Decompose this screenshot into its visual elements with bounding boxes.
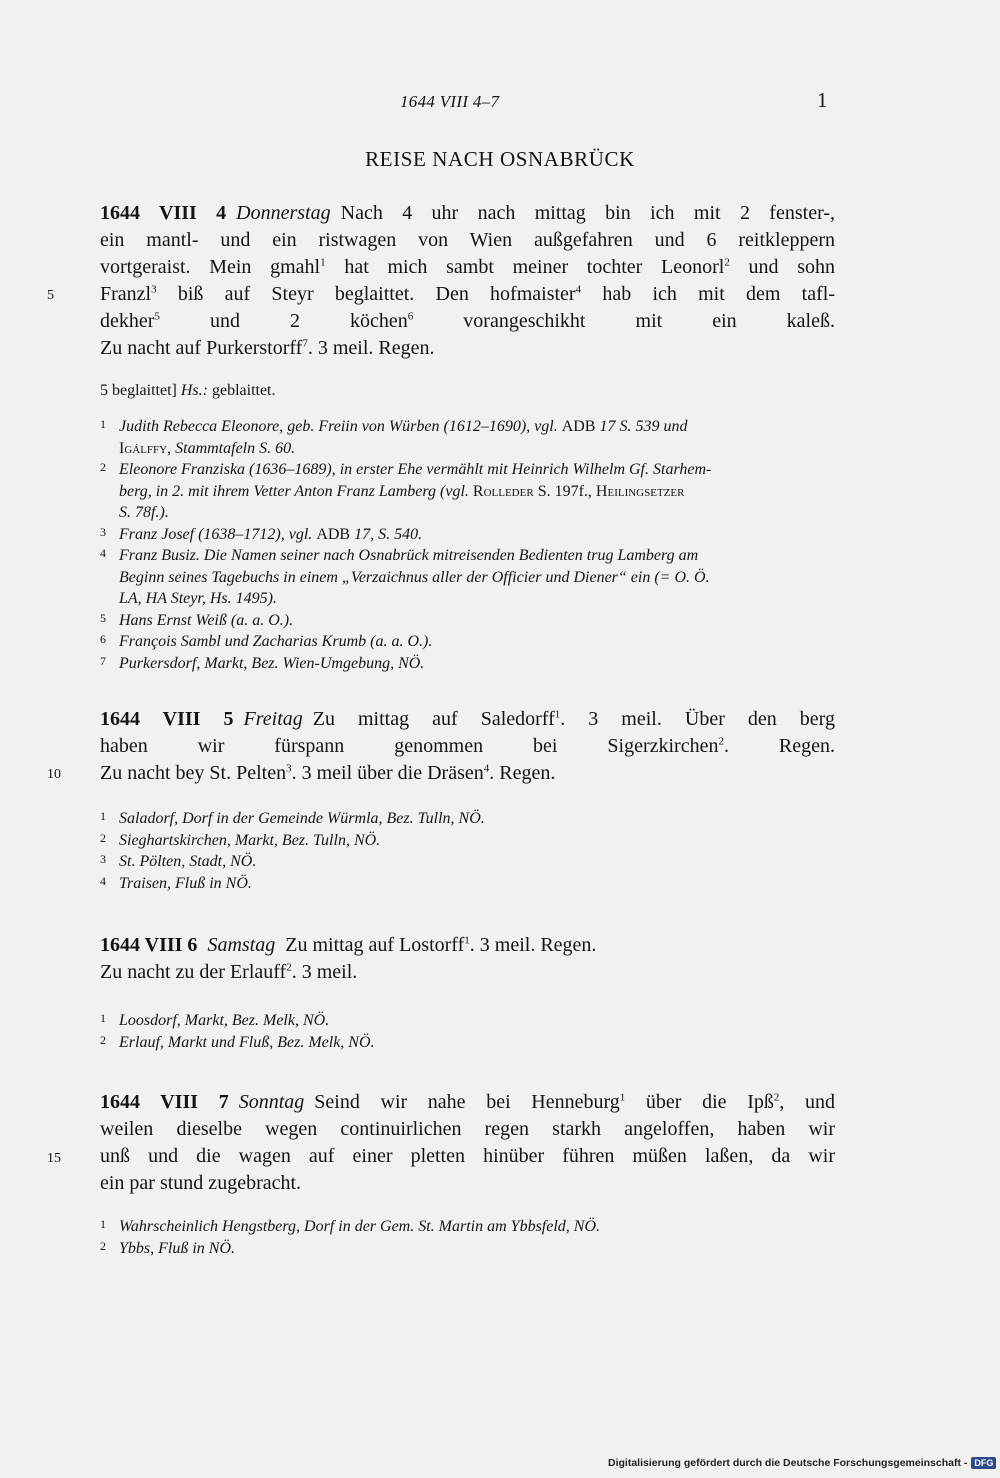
footnote-text: , Stammtafeln S. 60. (167, 439, 296, 457)
section-title: REISE NACH OSNABRÜCK (365, 147, 635, 171)
footnote-continuation (119, 502, 835, 524)
footnote-number: 4 (100, 873, 106, 888)
footnote-text: S. 78f.). (119, 504, 169, 521)
footnote-text: berg, in 2. mit ihrem Vetter Anton Franz Lamberg (vgl. (119, 482, 469, 500)
diary-entry (100, 200, 835, 362)
entry-text: Seind wir nahe bei Henneburg (314, 1091, 620, 1113)
apparatus-lemma: 5 beglaittet] (100, 382, 177, 399)
entry-text: vorangeschikht mit ein kaleß. (413, 310, 835, 332)
footnote-number: 3 (100, 852, 106, 866)
footnote-number: 2 (100, 1032, 106, 1047)
footnote-ref: 2 (718, 735, 724, 748)
line-number-15: 15 (47, 1151, 61, 1166)
footnote-text: Eleonore Franziska (1636–1689), in erster Ehe vermählt mit Heinrich Wilhelm Gf. Starhem- (119, 461, 712, 478)
footnote-text: Judith Rebecca Eleonore, geb. Freiin von Würben (1612–1690), vgl. (119, 418, 558, 435)
footnotes (100, 416, 835, 674)
footnote-text: Franz Busiz. Die Namen seiner nach Osnabrück mitreisenden Bedienten trug Lamberg am (119, 547, 699, 564)
footnote-ref: 6 (407, 310, 414, 323)
footnote-ref: 3 (286, 762, 292, 775)
footnote-number: 6 (100, 632, 106, 646)
entry-date: 1644 VIII 5 (100, 708, 234, 730)
entry-text: ein mantl- und ein ristwagen von Wien außgefahren und 6 reitkleppern (100, 229, 835, 251)
entry-text: Zu nacht zu der Erlauff (100, 961, 287, 983)
footnote (100, 1216, 835, 1238)
footnote-ref: 3 (151, 283, 157, 296)
footnote-text: 17, S. 540. (354, 525, 423, 543)
entry-date: 1644 VIII 4 (100, 202, 227, 224)
entry-text: Zu mittag auf Lostorff (285, 934, 465, 956)
entry-line (100, 254, 835, 281)
footnote (100, 830, 835, 852)
footnote-author: Rolleder (472, 482, 534, 500)
entry-weekday: Freitag (243, 708, 303, 730)
entry-text: . 3 meil. Regen. (469, 934, 597, 956)
footer-credit: Digitalisierung gefördert durch die Deutsche Forschungsgemeinschaft - (608, 1457, 968, 1469)
footnote (100, 873, 835, 895)
footnote-number: 1 (100, 809, 106, 823)
footnote (100, 610, 835, 632)
entry-date: 1644 VIII 6 (100, 934, 198, 956)
entry-text: Zu nacht bey St. Pelten (100, 762, 287, 784)
entry-text: vortgeraist. Mein gmahl (100, 256, 321, 278)
entry-line (100, 1116, 835, 1143)
footnote-number: 5 (100, 610, 106, 625)
entry-text: Zu mittag auf Saledorff (312, 708, 555, 730)
entry-text: und 2 köchen (159, 310, 408, 332)
entry-line (100, 227, 835, 254)
footnote-text: Saladorf, Dorf in der Gemeinde Würmla, Bez. Tulln, NÖ. (119, 810, 485, 827)
dfg-logo-icon: DFG (971, 1457, 996, 1469)
entry-date: 1644 VIII 7 (100, 1091, 229, 1113)
footnote (100, 416, 835, 459)
entry-line (100, 932, 835, 959)
footnote-number: 4 (100, 546, 106, 560)
footnote-ref: 2 (724, 256, 730, 269)
entry-line (100, 308, 835, 335)
entry-line (100, 1089, 835, 1116)
entry-text: . 3 meil. Regen. (307, 337, 435, 359)
footnote-text: Sieghartskirchen, Markt, Bez. Tulln, NÖ. (119, 831, 381, 849)
entry-line (100, 281, 835, 308)
footnote (100, 524, 835, 546)
entry-text: Zu nacht auf Purkerstorff (100, 337, 303, 359)
diary-entry (100, 1089, 835, 1197)
entry-weekday: Samstag (207, 934, 276, 956)
entry-text: unß und die wagen auf einer pletten hinüber führen müßen laßen, da wir (100, 1145, 835, 1167)
footnote-ref: 1 (464, 934, 470, 947)
footnote-text: S. 197f., (537, 482, 592, 500)
footnote-abbr: ADB (316, 525, 351, 543)
diary-entry (100, 932, 835, 986)
footnote-continuation (119, 588, 835, 610)
diary-entry (100, 706, 835, 787)
entry-text: ein par stund zugebracht. (100, 1172, 302, 1194)
entry-text: haben wir fürspann genommen bei Sigerzkirchen (100, 735, 719, 757)
footnote-text: Beginn seines Tagebuchs in einem „Verzaichnus aller der Officier und Diener“ ein (= O. Ö. (119, 568, 710, 586)
page-number: 1 (817, 88, 828, 112)
footnote-text: Loosdorf, Markt, Bez. Melk, NÖ. (119, 1012, 330, 1029)
footnote-text: Purkersdorf, Markt, Bez. Wien-Umgebung, NÖ. (119, 654, 425, 672)
entry-line (100, 200, 835, 227)
footnote-ref: 7 (302, 337, 308, 350)
entry-line (100, 959, 835, 986)
entry-text: über die Ipß (625, 1091, 774, 1113)
footnote-text: Hans Ernst Weiß (a. a. O.). (119, 611, 294, 629)
critical-apparatus (100, 380, 835, 402)
footnote-author: Heilingsetzer (595, 482, 685, 500)
footnote-ref: 1 (554, 708, 561, 721)
entry-line (100, 1143, 835, 1170)
entry-text: . Regen. (723, 735, 835, 757)
footnote-number: 1 (100, 417, 106, 431)
footnote (100, 1032, 835, 1054)
footnote (100, 631, 835, 653)
entry-text: . Regen. (489, 762, 556, 784)
footnote-number: 3 (100, 524, 106, 539)
entry-line (100, 706, 835, 733)
footnotes (100, 808, 835, 894)
footnote-text: Ybbs, Fluß in NÖ. (119, 1239, 236, 1257)
footnote-text: LA, HA Steyr, Hs. 1495). (119, 590, 277, 607)
apparatus-source: Hs.: (180, 382, 208, 399)
footnote-number: 1 (100, 1011, 106, 1025)
footnote (100, 1010, 835, 1032)
footnote (100, 1238, 835, 1260)
entry-text: . 3 meil über die Dräsen (291, 762, 484, 784)
footnote-continuation (119, 438, 835, 460)
entry-text: hat mich sambt meiner tochter Leonorl (325, 256, 725, 278)
entry-line (100, 760, 835, 787)
line-number-5: 5 (47, 288, 54, 303)
footnote-number: 2 (100, 1238, 106, 1253)
footnote-ref: 1 (619, 1091, 626, 1104)
footnote (100, 459, 835, 524)
footnote-text: 17 S. 539 und (599, 418, 688, 435)
footnote-ref: 5 (154, 310, 160, 323)
footnote-author: Igálffy (119, 439, 168, 457)
running-head: 1644 VIII 4–7 (400, 92, 500, 111)
entry-line (100, 733, 835, 760)
dfg-footer (608, 1457, 996, 1469)
footnote-text: St. Pölten, Stadt, NÖ. (119, 853, 257, 870)
footnote-abbr: ADB (561, 418, 596, 435)
footnote (100, 545, 835, 610)
entry-text: weilen dieselbe wegen continuirlichen regen starkh angeloffen, haben wir (100, 1118, 835, 1140)
entry-line (100, 335, 835, 362)
entry-text: Nach 4 uhr nach mittag bin ich mit 2 fenster-, (340, 202, 835, 224)
footnote-number: 7 (100, 653, 106, 668)
footnote-text: François Sambl und Zacharias Krumb (a. a. O.). (119, 633, 433, 650)
entry-text: . 3 meil. (291, 961, 358, 983)
entry-weekday: Sonntag (238, 1091, 305, 1113)
entry-weekday: Donnerstag (236, 202, 331, 224)
footnote-text: Erlauf, Markt und Fluß, Bez. Melk, NÖ. (119, 1033, 375, 1051)
footnotes (100, 1010, 835, 1053)
entry-line (100, 1170, 835, 1197)
footnote-text: Traisen, Fluß in NÖ. (119, 874, 252, 892)
footnote-continuation (119, 567, 835, 589)
entry-text: dekher (100, 310, 155, 332)
entry-text: hab ich mit dem tafl- (581, 283, 835, 305)
footnote-ref: 4 (575, 283, 582, 296)
footnote (100, 851, 835, 873)
footnote-number: 1 (100, 1217, 106, 1231)
footnote-ref: 2 (773, 1091, 780, 1104)
entry-text: Franzl (100, 283, 152, 305)
entry-text: biß auf Steyr beglaittet. Den hofmaister (156, 283, 576, 305)
line-number-10: 10 (47, 767, 61, 782)
footnotes (100, 1216, 835, 1259)
footnote-ref: 4 (483, 762, 490, 775)
entry-text: , und (779, 1091, 835, 1113)
footnote-number: 2 (100, 460, 106, 474)
footnote-text: Wahrscheinlich Hengstberg, Dorf in der Gem. St. Martin am Ybbsfeld, NÖ. (119, 1218, 601, 1235)
entry-text: und sohn (729, 256, 835, 278)
entry-text: . 3 meil. Über den berg (560, 708, 835, 730)
footnote (100, 808, 835, 830)
footnote-ref: 2 (286, 961, 292, 974)
footnote-number: 2 (100, 830, 106, 845)
footnote-ref: 1 (320, 256, 326, 269)
footnote-continuation (119, 481, 835, 503)
footnote-text: Franz Josef (1638–1712), vgl. (119, 525, 313, 543)
footnote (100, 653, 835, 675)
apparatus-reading: geblaittet. (211, 382, 276, 399)
